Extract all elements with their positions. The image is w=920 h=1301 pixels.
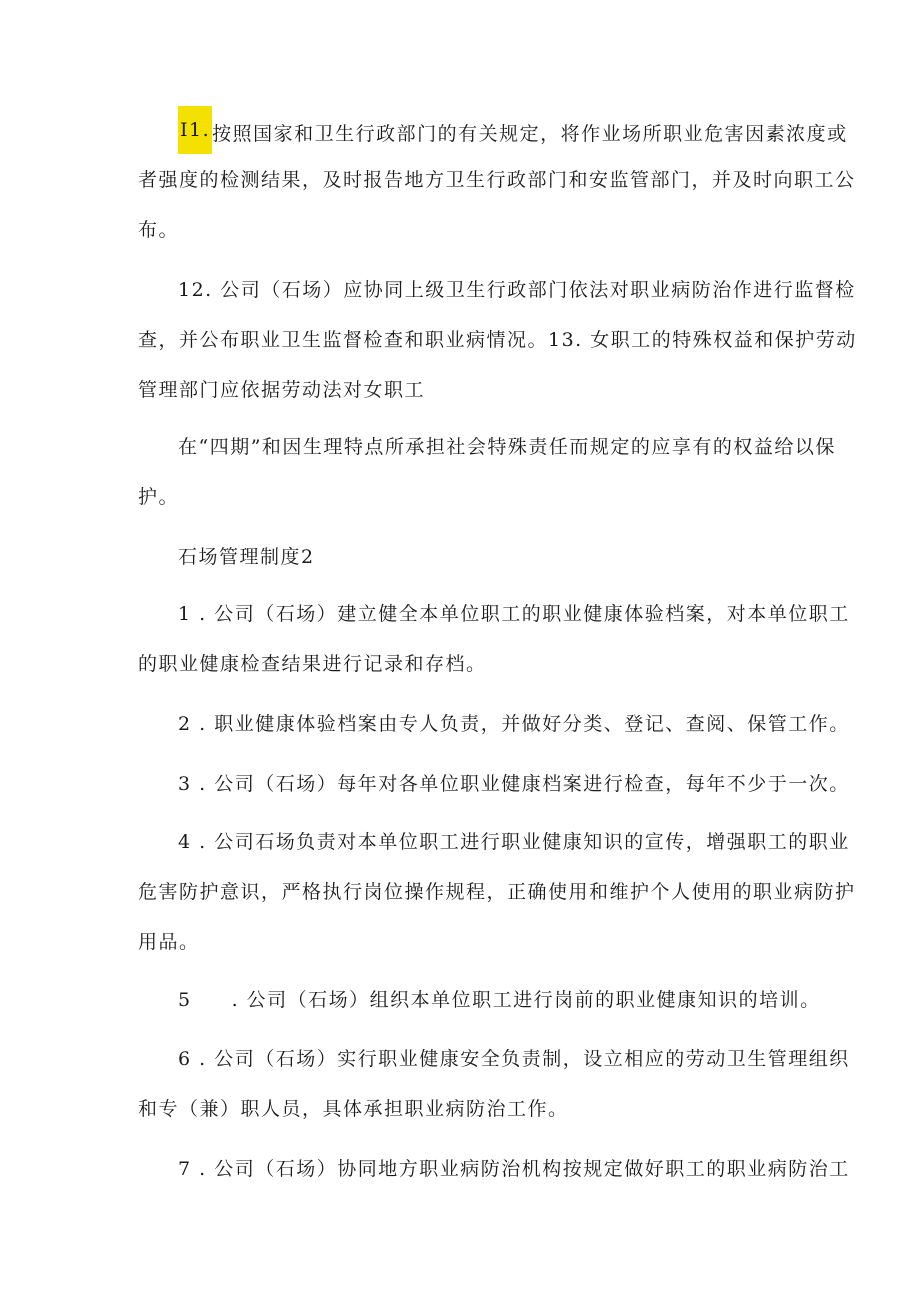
paragraph-line: 6 . 公司（石场）实行职业健康安全负责制，设立相应的劳动卫生管理组织 <box>178 1048 850 1070</box>
paragraph-line: 管理部门应依据劳动法对女职工 <box>138 379 426 401</box>
paragraph-line: 2 . 职业健康体验档案由专人负责，并做好分类、登记、查阅、保管工作。 <box>178 713 850 735</box>
list-item-3 <box>138 770 850 799</box>
list-item-5 <box>138 986 821 1015</box>
heading-text: 石场管理制度2 <box>178 546 315 568</box>
paragraph-13 <box>138 433 836 512</box>
paragraph-line: 危害防护意识，严格执行岗位操作规程，正确使用和维护个人使用的职业病防护 <box>138 881 856 903</box>
paragraph-line: 按照国家和卫生行政部门的有关规定，将作业场所职业危害因素浓度或 <box>212 123 848 145</box>
paragraph-line: 和专（兼）职人员，具体承担职业病防治工作。 <box>138 1098 569 1120</box>
paragraph-12 <box>138 276 857 405</box>
paragraph-line: . 公司（石场）组织本单位职工进行岗前的职业健康知识的培训。 <box>231 989 821 1011</box>
paragraph-line: 用品。 <box>138 931 200 953</box>
paragraph-line: 在“四期”和因生理特点所承担社会特殊责任而规定的应享有的权益给以保 <box>178 436 836 458</box>
list-item-2 <box>138 710 850 739</box>
list-item-6 <box>138 1045 850 1124</box>
item-number: 5 <box>178 989 192 1011</box>
section-heading <box>138 543 790 572</box>
list-item-7 <box>138 1155 850 1184</box>
list-item-4 <box>138 828 856 957</box>
paragraph-line: 查，并公布职业卫生监督检查和职业病情况。13. 女职工的特殊权益和保护劳动 <box>138 329 857 351</box>
list-item-1 <box>138 600 850 679</box>
paragraph-line: 4 . 公司石场负责对本单位职工进行职业健康知识的宣传，增强职工的职业 <box>178 831 850 853</box>
paragraph-line: 12. 公司（石场）应协同上级卫生行政部门依法对职业病防治作进行监督检 <box>178 279 856 301</box>
paragraph-11 <box>138 116 856 245</box>
paragraph-line: 7 . 公司（石场）协同地方职业病防治机构按规定做好职工的职业病防治工 <box>178 1158 850 1180</box>
highlighted-item-number: I1. <box>178 106 212 154</box>
paragraph-line: 布。 <box>138 219 180 241</box>
paragraph-line: 者强度的检测结果，及时报告地方卫生行政部门和安监管部门，并及时向职工公 <box>138 169 856 191</box>
paragraph-line: 3 . 公司（石场）每年对各单位职业健康档案进行检查，每年不少于一次。 <box>178 773 850 795</box>
paragraph-line: 1 . 公司（石场）建立健全本单位职工的职业健康体验档案，对本单位职工 <box>178 603 850 625</box>
paragraph-line: 护。 <box>138 486 180 508</box>
paragraph-line: 的职业健康检查结果进行记录和存档。 <box>138 653 487 675</box>
